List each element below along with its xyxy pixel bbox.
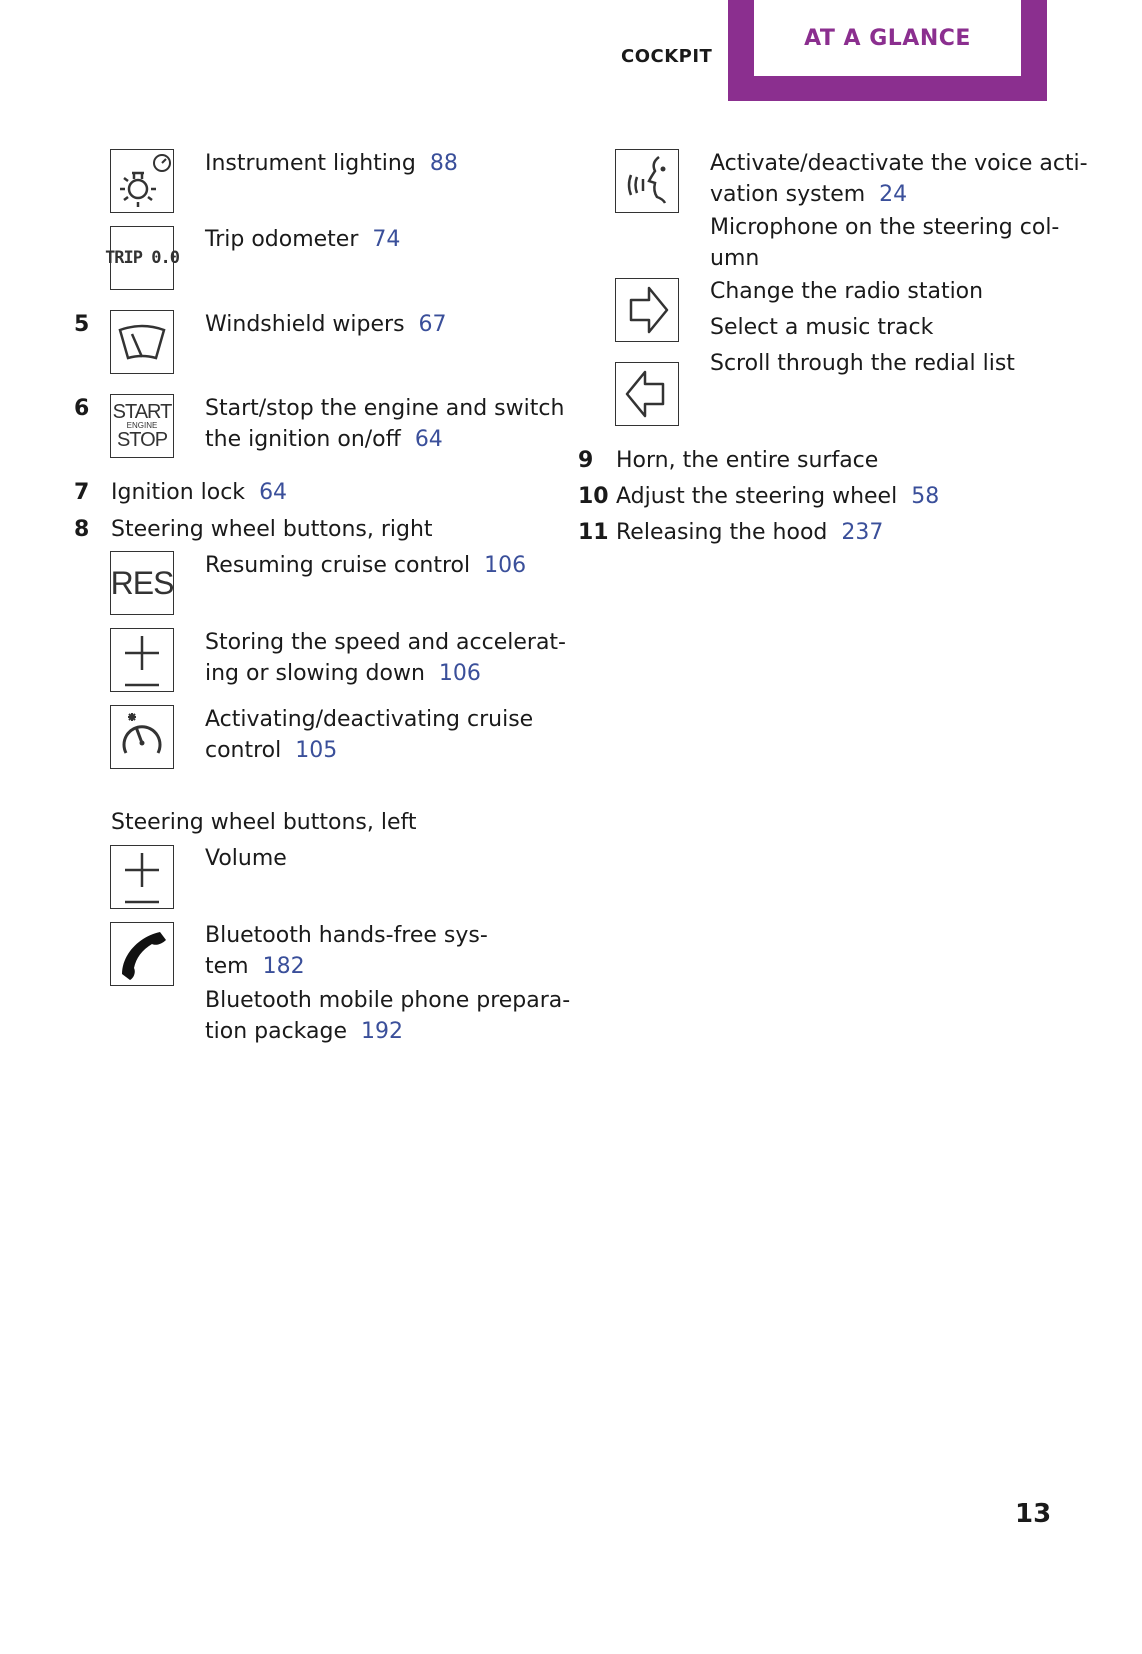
page-ref-link[interactable]: 64	[259, 480, 288, 505]
start-stop-icon: START ENGINE STOP	[110, 394, 174, 458]
item-redial-list: Scroll through the redial list	[710, 351, 1015, 376]
page-ref-link[interactable]: 237	[841, 520, 884, 545]
section-label: COCKPIT	[621, 46, 713, 67]
page-ref-link[interactable]: 106	[484, 553, 527, 578]
page-ref-link[interactable]: 88	[429, 151, 458, 176]
arrow-left-icon	[615, 362, 679, 426]
item-number: 8	[74, 517, 90, 542]
res-icon: RES	[110, 551, 174, 615]
cruise-control-icon	[110, 705, 174, 769]
item-trip-odometer: Trip odometer 74	[205, 227, 401, 252]
item-music-track: Select a music track	[710, 315, 934, 340]
item-number: 9	[578, 448, 594, 473]
item-bluetooth-mobile: Bluetooth mobile phone prepara- tion package 192	[205, 988, 571, 1044]
item-adjust-steering: Adjust the steering wheel 58	[616, 484, 940, 509]
item-steering-buttons-right: Steering wheel buttons, right	[111, 517, 433, 542]
item-cruise-control: Activating/deactivating cruise control 105	[205, 707, 534, 763]
item-windshield-wipers: Windshield wipers 67	[205, 312, 447, 337]
item-number: 11	[578, 520, 609, 545]
plus-icon	[110, 845, 174, 909]
page-ref-link[interactable]: 58	[911, 484, 940, 509]
steering-buttons-left-heading: Steering wheel buttons, left	[111, 810, 417, 835]
page-number: 13	[1015, 1499, 1052, 1529]
section-tab-label: AT A GLANCE	[804, 25, 971, 51]
voice-activation-icon	[615, 149, 679, 213]
page-ref-link[interactable]: 192	[361, 1019, 404, 1044]
item-number: 7	[74, 480, 90, 505]
trip-odometer-icon: TRIP 0.0	[110, 226, 174, 290]
page-ref-link[interactable]: 67	[418, 312, 447, 337]
phone-icon	[110, 922, 174, 986]
arrow-right-icon	[615, 278, 679, 342]
item-volume: Volume	[205, 846, 287, 871]
page-ref-link[interactable]: 24	[879, 182, 908, 207]
item-start-stop: Start/stop the engine and switch the ignition on/off 64	[205, 396, 565, 452]
instrument-lighting-icon	[110, 149, 174, 213]
page-ref-link[interactable]: 105	[295, 738, 338, 763]
page-ref-link[interactable]: 106	[438, 661, 481, 686]
page-ref-link[interactable]: 74	[372, 227, 401, 252]
item-microphone: Microphone on the steering col- umn	[710, 215, 1060, 271]
item-radio-station: Change the radio station	[710, 279, 984, 304]
item-instrument-lighting: Instrument lighting 88	[205, 151, 458, 176]
item-storing-speed: Storing the speed and accelerat- ing or slowing down 106	[205, 630, 566, 686]
item-horn: Horn, the entire surface	[616, 448, 879, 473]
wiper-icon	[110, 310, 174, 374]
page-ref-link[interactable]: 64	[414, 427, 443, 452]
plus-icon	[110, 628, 174, 692]
item-ignition-lock: Ignition lock 64	[111, 480, 288, 505]
item-voice-activation: Activate/deactivate the voice acti- vation system 24	[710, 151, 1088, 207]
item-resume-cruise: Resuming cruise control 106	[205, 553, 527, 578]
item-number: 10	[578, 484, 609, 509]
page-ref-link[interactable]: 182	[262, 954, 305, 979]
item-release-hood: Releasing the hood 237	[616, 520, 884, 545]
item-number: 5	[74, 312, 90, 337]
item-bluetooth-handsfree: Bluetooth hands-free sys- tem 182	[205, 923, 488, 979]
section-tab[interactable]	[728, 0, 1047, 101]
item-number: 6	[74, 396, 90, 421]
